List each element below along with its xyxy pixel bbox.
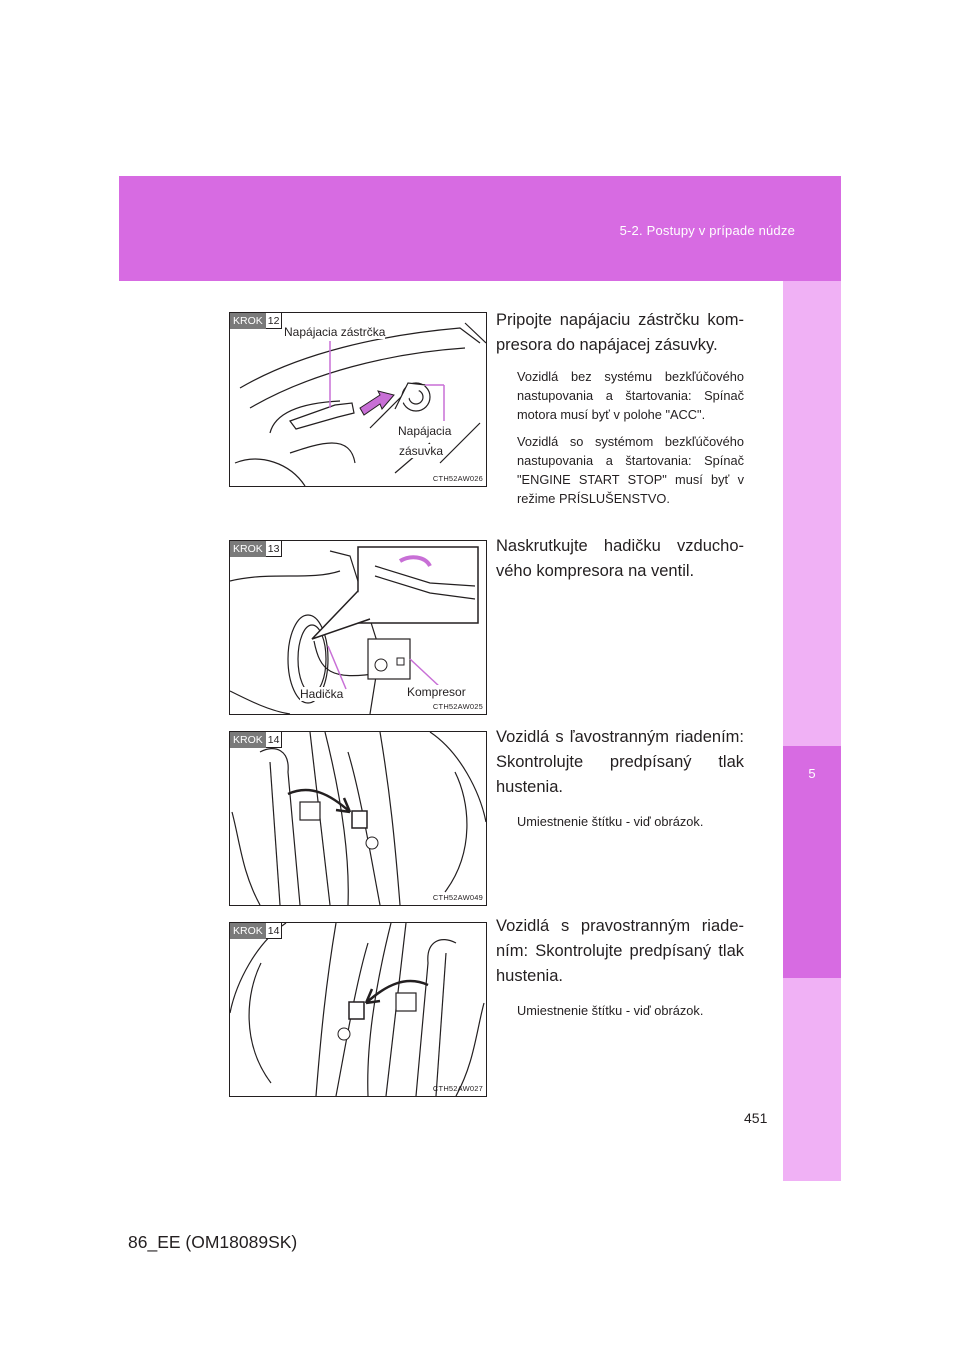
chapter-number-tab bbox=[783, 746, 841, 978]
step-instruction: Vozidlá s ľavostranným riadením: Skontrolujte predpísaný tlak hustenia. bbox=[496, 728, 744, 796]
step-badge bbox=[230, 923, 282, 939]
step-badge-krok: KROK bbox=[230, 541, 266, 557]
step-instruction: Naskrutkujte hadičku vzduchového kompresora na ventil. bbox=[496, 537, 744, 580]
step-badge-number: 14 bbox=[266, 923, 283, 939]
label-power-socket-line1: Napájacia bbox=[398, 424, 452, 438]
figure-code: CTH52AW026 bbox=[432, 474, 483, 483]
step-14-lhd-figure bbox=[229, 731, 487, 906]
step-badge-number: 14 bbox=[266, 732, 283, 748]
chapter-number: 5 bbox=[808, 766, 816, 781]
step-badge-krok: KROK bbox=[230, 732, 266, 748]
step-badge bbox=[230, 541, 282, 557]
step-note: Vozidlá bez systému bezkľúčového nastupovania a štartovania: Spínač motora musí byť v polohe "ACC". bbox=[517, 369, 744, 422]
step-badge-number: 13 bbox=[266, 541, 283, 557]
figure-code: CTH52AW027 bbox=[432, 1084, 483, 1093]
step-badge-krok: KROK bbox=[230, 313, 266, 329]
door-pillar-rhd-illustration bbox=[230, 923, 486, 1096]
step-badge-number: 12 bbox=[266, 313, 283, 329]
step-13-text-block bbox=[496, 534, 744, 584]
step-badge-krok: KROK bbox=[230, 923, 266, 939]
step-13-figure bbox=[229, 540, 487, 715]
page-number: 451 bbox=[744, 1110, 768, 1126]
step-12-text-block bbox=[496, 308, 744, 508]
step-instruction: Pripojte napájaciu zástrčku kompresora do napájacej zásuvky. bbox=[496, 311, 744, 354]
label-compressor: Kompresor bbox=[407, 685, 466, 699]
step-badge bbox=[230, 732, 282, 748]
door-pillar-lhd-illustration bbox=[230, 732, 486, 905]
header-bar bbox=[119, 176, 841, 281]
step-14-rhd-text-block bbox=[496, 914, 744, 1020]
chapter-side-tab bbox=[783, 281, 841, 1181]
step-note: Umiestnenie štítku - viď obrázok. bbox=[517, 814, 704, 829]
section-title: 5-2. Postupy v prípade núdze bbox=[619, 223, 795, 238]
step-note: Vozidlá so systémom bezkľúčového nastupovania a štartovania: Spínač "ENGINE START STOP" musí byť v režime PRÍSLUŠENSTVO. bbox=[517, 434, 744, 506]
step-instruction: Vozidlá s pravostranným riadením: Skontrolujte predpísaný tlak hustenia. bbox=[496, 917, 744, 985]
figure-code: CTH52AW049 bbox=[432, 893, 483, 902]
label-power-plug: Napájacia zástrčka bbox=[284, 325, 386, 339]
step-note: Umiestnenie štítku - viď obrázok. bbox=[517, 1003, 704, 1018]
step-14-lhd-text-block bbox=[496, 725, 744, 831]
label-hose: Hadička bbox=[300, 687, 344, 701]
figure-code: CTH52AW025 bbox=[432, 702, 483, 711]
step-14-rhd-figure bbox=[229, 922, 487, 1097]
document-code: 86_EE (OM18089SK) bbox=[128, 1232, 298, 1252]
step-badge bbox=[230, 313, 282, 329]
label-power-socket-line2: zásuvka bbox=[399, 444, 444, 458]
step-12-figure bbox=[229, 312, 487, 487]
